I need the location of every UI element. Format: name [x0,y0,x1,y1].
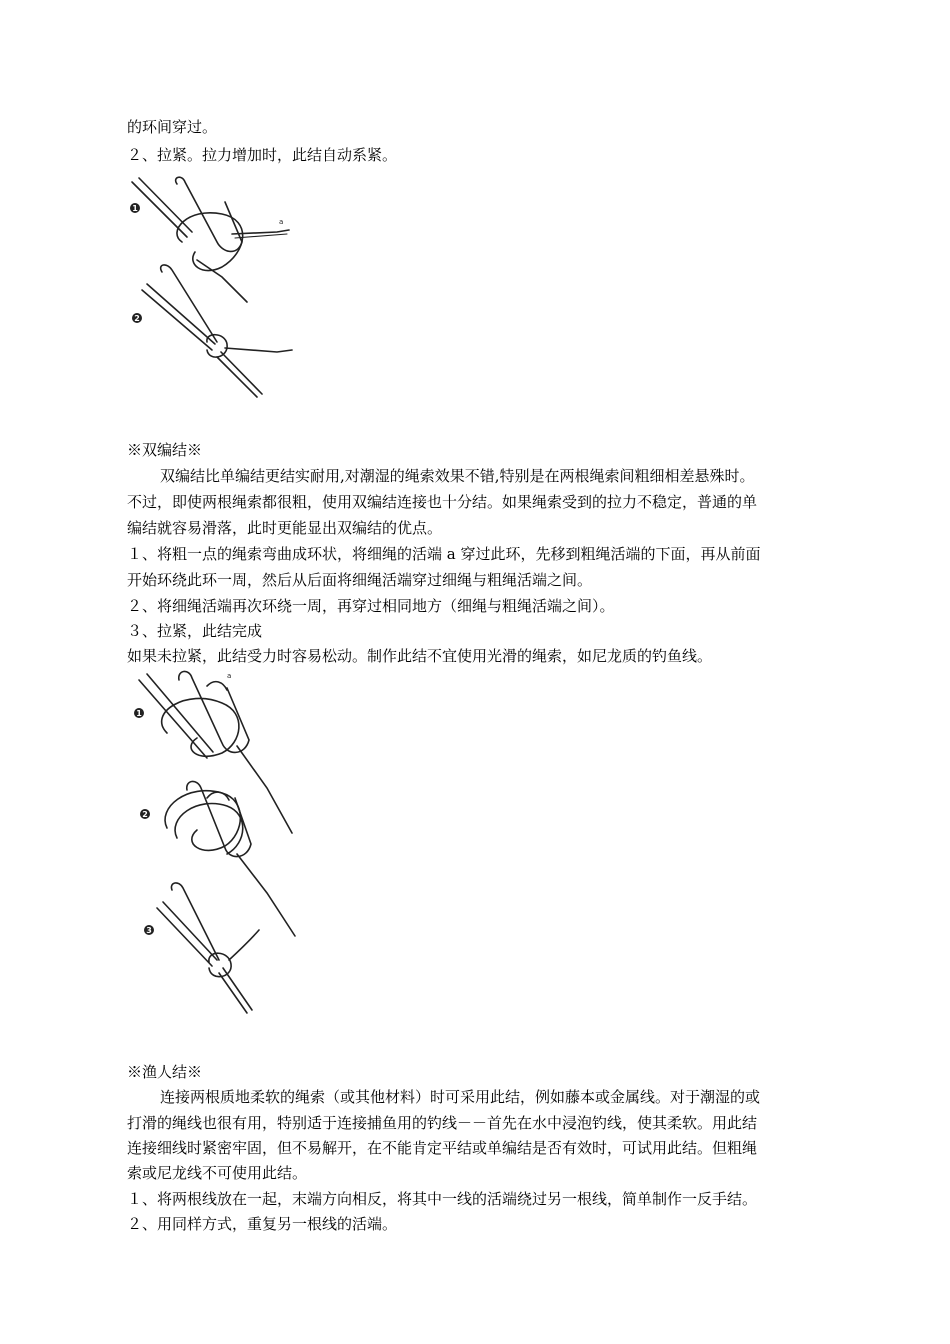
step-2-drawing [140,781,295,936]
end-label: a [279,218,284,226]
step-3-drawing [144,883,259,1013]
step-text: ３、拉紧，此结完成 [127,622,263,640]
sheet-bend-illustration [127,172,302,407]
step-text: ２、将细绳活端再次环绕一周，再穿过相同地方（细绳与粗绳活端之间）。 [127,597,615,615]
text-line: 的环间穿过。 [127,118,218,136]
step-2-drawing [132,265,292,397]
paragraph-line: 不过，即使两根绳索都很粗，使用双编结连接也十分结。如果绳索受到的拉力不稳定，普通的单 [127,493,758,511]
step-text: １、将粗一点的绳索弯曲成环状，将细绳的活端 a 穿过此环，先移到粗绳活端的下面，再从前面 [127,545,761,563]
step-number: 2 [142,810,148,819]
step-1-drawing [130,177,289,302]
step-text: ２、用同样方式，重复另一根线的活端。 [127,1215,398,1233]
double-sheet-bend-illustration [127,668,307,1018]
paragraph-line: 打滑的绳线也很有用，特别适于连接捕鱼用的钓线－－首先在水中浸泡钓线，使其柔软。用此结 [127,1114,758,1132]
step-number: 2 [134,314,140,323]
end-label: a [227,672,232,680]
paragraph-line: 双编结比单编结更结实耐用,对潮湿的绳索效果不错,特别是在两根绳索间粗细相差悬殊时。 [160,467,755,485]
step-number: 1 [132,204,138,213]
paragraph-line: 编结就容易滑落，此时更能显出双编结的优点。 [127,519,443,537]
section-title: ※双编结※ [127,441,203,459]
section-title: ※渔人结※ [127,1063,203,1081]
step-number: 1 [136,709,142,718]
step-text: 开始环绕此环一周，然后从后面将细绳活端穿过细绳与粗绳活端之间。 [127,571,593,589]
step-text: ２、拉紧。拉力增加时，此结自动系紧。 [127,146,398,164]
step-text: １、将两根线放在一起，末端方向相反，将其中一线的活端绕过另一根线，简单制作一反手结。 [127,1190,758,1208]
step-number: 3 [146,926,152,935]
note-text: 如果未拉紧，此结受力时容易松动。制作此结不宜使用光滑的绳索，如尼龙质的钓鱼线。 [127,647,713,665]
paragraph-line: 连接两根质地柔软的绳索（或其他材料）时可采用此结，例如藤本或金属线。对于潮湿的或 [160,1088,761,1106]
paragraph-line: 连接细线时紧密牢固，但不易解开，在不能肯定平结或单编结是否有效时，可试用此结。但粗绳 [127,1139,758,1157]
step-1-drawing [134,671,292,833]
paragraph-line: 索或尼龙线不可使用此结。 [127,1164,308,1182]
